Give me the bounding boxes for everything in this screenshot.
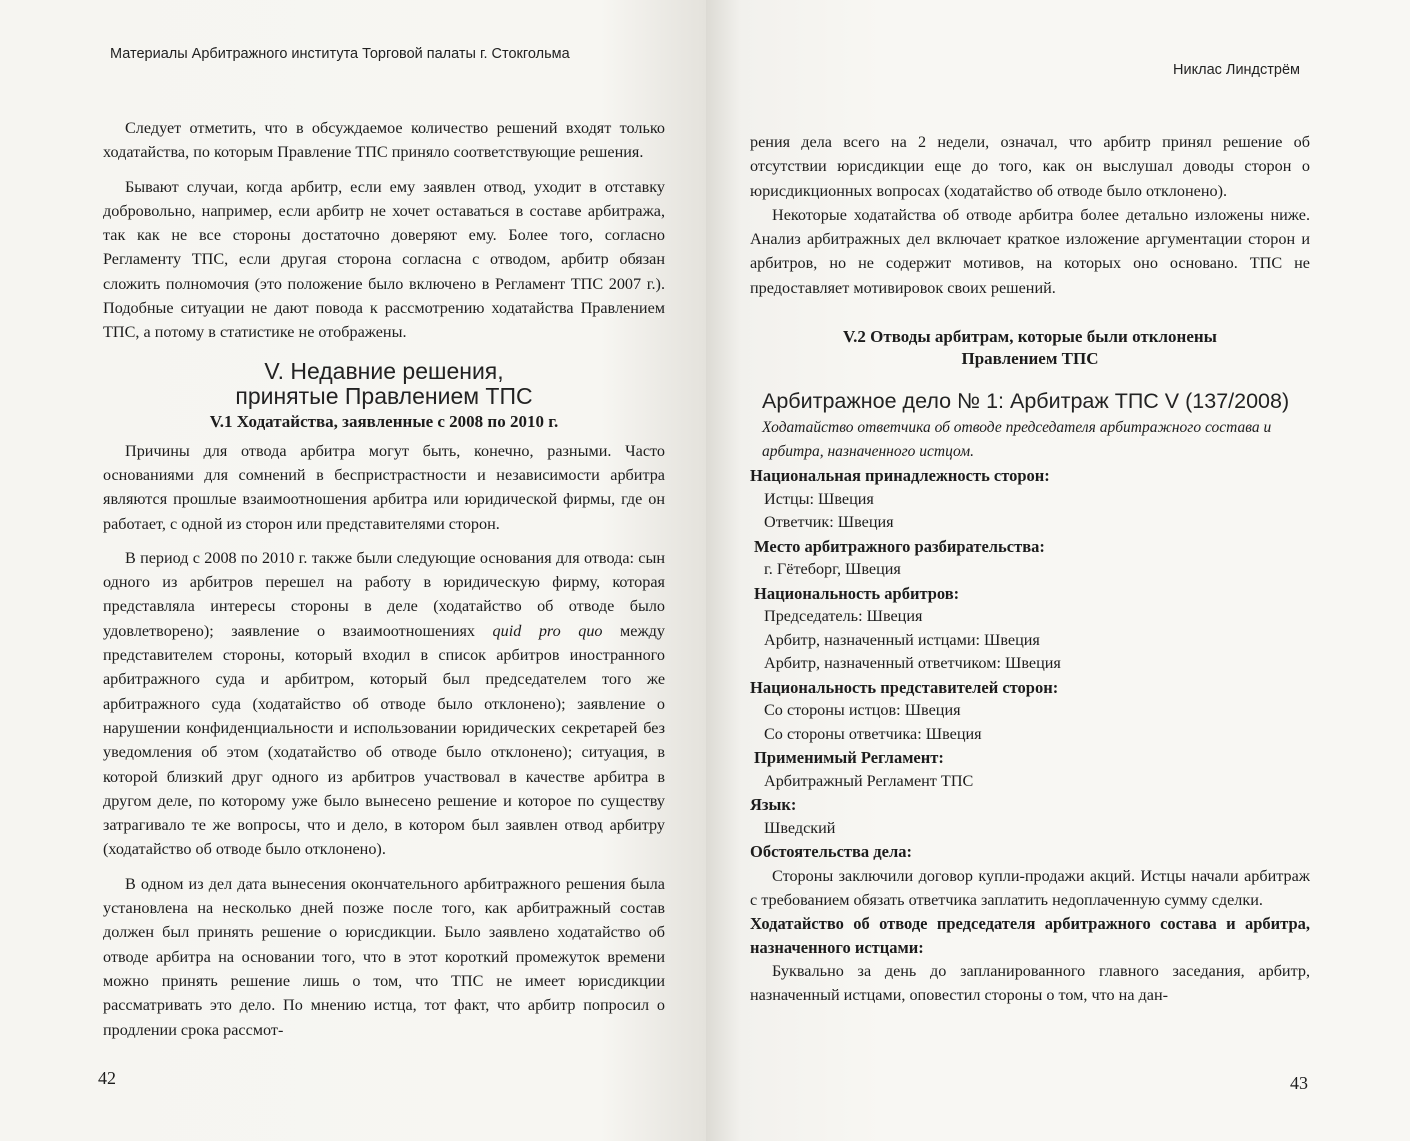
challenge-label: Ходатайство об отводе председателя арбитражного состава и арбитра, назначенного истцами: <box>750 914 1310 957</box>
nationality-parties-label: Национальная принадлежность сторон: <box>750 466 1050 486</box>
circumstances-label: Обстоятельства дела: <box>750 842 912 862</box>
chairman-value: Председатель: Швеция <box>764 607 923 626</box>
case-title: Арбитражное дело № 1: Арбитраж ТПС V (137/2008) <box>762 389 1290 414</box>
respondent-value: Ответчик: Швеция <box>764 513 894 532</box>
arbitrator-respondent-value: Арбитр, назначенный ответчиком: Швеция <box>764 654 1061 673</box>
section-heading-line-2: Правлением ТПС <box>961 349 1099 369</box>
continued-paragraph: рения дела всего на 2 недели, означал, что арбитр принял решение об отсутствии юрисдикции еще до того, как он выслушал доводы сторон о юрисдикционных вопросах (ходатайство об отводе было отклонено). <box>750 133 1310 200</box>
body-paragraph-3: В одном из дел дата вынесения окончательного арбитражного решения была установлена на несколько дней позже после того, как арбитражный состав должен был принять решение о юрисдикции. Было заявлено ходатайство об отводе арбитра на основании того, что в этот короткий промежуток времени можно принять решение лишь о том, что ТПС не имеет юрисдикции рассматривать это дело. По мнению истца, тот факт, что арбитр попросил о продлении срока рассмот- <box>103 874 665 1039</box>
running-head: Никлас Линдстрём <box>1173 62 1300 78</box>
left-column <box>103 116 665 1042</box>
paragraph-text: между представителем стороны, который входил в список арбитров иностранного арбитражного суда и арбитром, который был председателем того же арбитражного суда (ходатайство об отводе было отклонено); заявление о нарушении конфиденциальности и использовании юридических секретарей без уведомления об этом (ходатайство об отводе было отклонено); ситуация, в которой близкий друг одного из арбитров участвовал в качестве арбитра в другом деле, по которому уже было вынесено решение и которое по существу затрагивало те же вопросы, что и дело, в котором был заявлен отвод арбитру (ходатайство об отводе было отклонено). <box>103 621 665 859</box>
arbitrators-label: Национальность арбитров: <box>754 583 960 603</box>
right-page <box>706 0 1410 1141</box>
body-paragraph: Некоторые ходатайства об отводе арбитра более детально изложены ниже. Анализ арбитражных дел включает краткое изложение аргументации сторон и арбитров, но не содержит мотивов, на которых оно основано. ТПС не предоставляет мотивировок своих решений. <box>750 205 1310 297</box>
running-head: Материалы Арбитражного института Торговой палаты г. Стокгольма <box>110 46 570 62</box>
rules-label: Применимый Регламент: <box>754 748 944 768</box>
chapter-title-line-1: V. Недавние решения, <box>264 357 504 384</box>
case-subtitle: Ходатайство ответчика об отводе председателя арбитражного состава и арбитра, назначенного истцом. <box>762 419 1272 461</box>
seat-value: г. Гётеборг, Швеция <box>764 560 901 579</box>
body-paragraph-2 <box>103 546 665 862</box>
representatives-label: Национальность представителей сторон: <box>750 677 1059 697</box>
section-heading-line-1: V.2 Отводы арбитрам, которые были отклонены <box>843 327 1217 347</box>
latin-phrase: quid pro quo <box>492 621 603 640</box>
rep-claimants-value: Со стороны истцов: Швеция <box>764 701 961 720</box>
paragraph-text: В период с 2008 по 2010 г. также были следующие основания для отвода: сын одного из арбитров перешел на работу в юридическую фирму, которая представляла интересы стороны в деле (ходатайство об отводе было удовлетворено); заявление о взаимоотношениях <box>103 548 665 640</box>
section-heading: V.1 Ходатайства, заявленные с 2008 по 2010 г. <box>209 411 559 431</box>
language-value: Шведский <box>764 818 836 837</box>
seat-label: Место арбитражного разбирательства: <box>754 536 1045 556</box>
body-paragraph-1: Причины для отвода арбитра могут быть, конечно, разными. Часто основаниями для сомнений в беспристрастности и независимости арбитра являются прошлые взаимоотношения арбитра или юридической фирмы, где он работает, с одной из сторон или представителями сторон. <box>103 441 665 533</box>
intro-paragraph-2: Бывают случаи, когда арбитр, если ему заявлен отвод, уходит в отставку добровольно, например, если арбитр не хочет оставаться в составе арбитража, так как не все стороны достаточно доверяют ему. Более того, согласно Регламенту ТПС, если другая сторона согласна с отводом, арбитр обязан сложить полномочия (это положение было включено в Регламент ТПС 2007 г.). Подобные ситуации не дают повода к рассмотрению ходатайства Правлением ТПС, а потому в статистике не отображены. <box>103 177 665 342</box>
section-heading <box>750 326 1310 370</box>
circumstances-text: Стороны заключили договор купли-продажи акций. Истцы начали арбитраж с требованием обязать ответчика заплатить недоплаченную сумму сделки. <box>750 866 1310 909</box>
chapter-title-line-2: принятые Правлением ТПС <box>235 382 533 409</box>
page-number: 43 <box>1290 1073 1308 1093</box>
right-column <box>750 130 1310 1008</box>
rules-value: Арбитражный Регламент ТПС <box>764 771 974 790</box>
language-label: Язык: <box>750 795 797 815</box>
rep-respondent-value: Со стороны ответчика: Швеция <box>764 724 982 743</box>
challenge-text: Буквально за день до запланированного главного заседания, арбитр, назначенный истцами, оповестил стороны о том, что на дан- <box>750 962 1310 1005</box>
page-number: 42 <box>98 1068 116 1088</box>
chapter-title <box>103 359 665 409</box>
intro-paragraph-1: Следует отметить, что в обсуждаемое количество решений входят только ходатайства, по которым Правление ТПС приняло соответствующие решения. <box>103 119 665 162</box>
claimants-value: Истцы: Швеция <box>764 489 874 508</box>
arbitrator-claimants-value: Арбитр, назначенный истцами: Швеция <box>764 630 1040 649</box>
